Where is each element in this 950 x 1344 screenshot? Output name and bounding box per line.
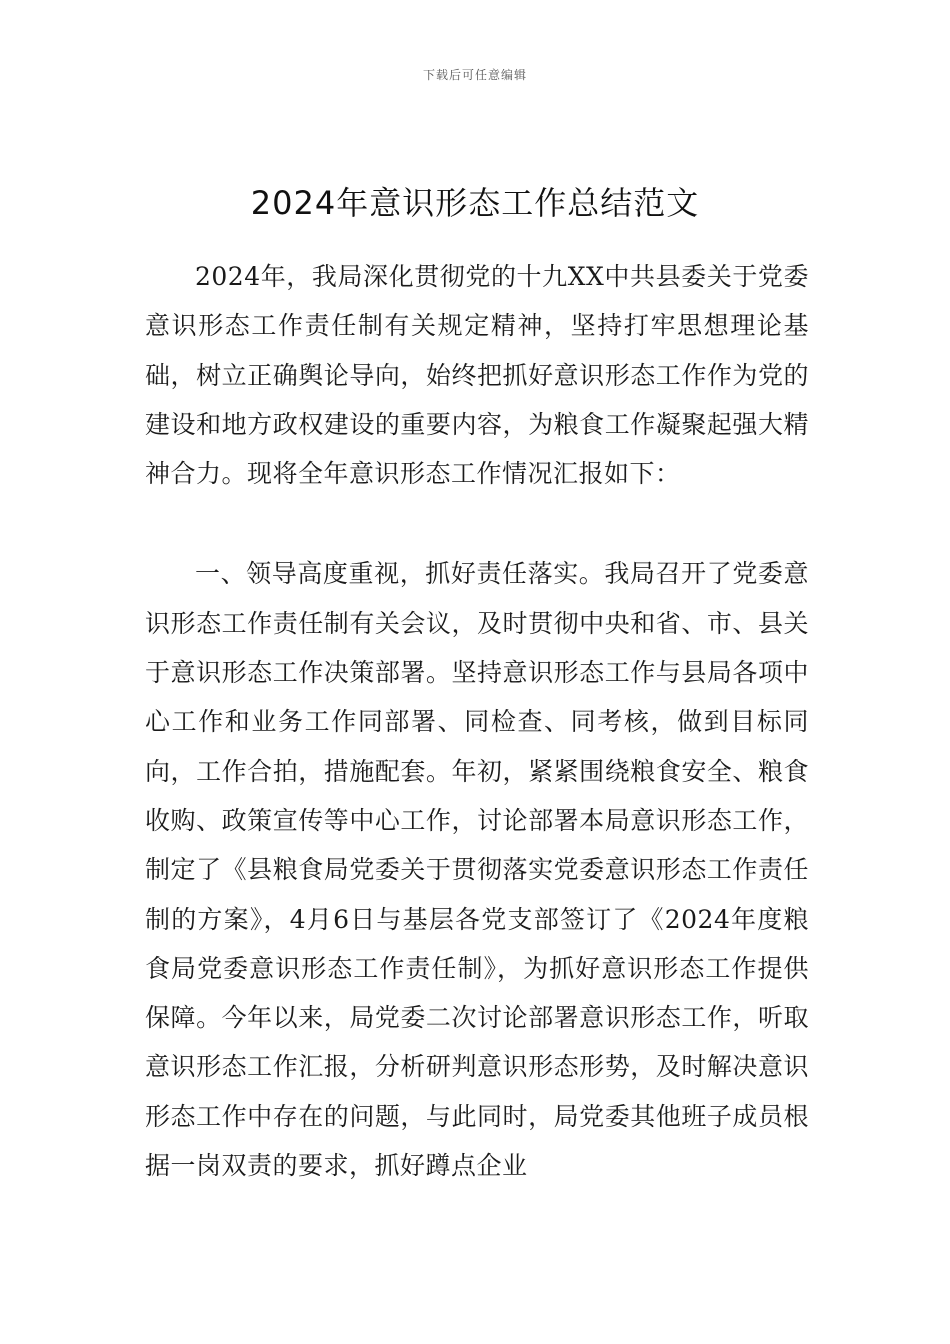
document-body	[145, 252, 809, 1190]
paragraph-intro: 2024年，我局深化贯彻党的十九XX中共县委关于党委意识形态工作责任制有关规定精神，坚持打牢思想理论基础，树立正确舆论导向，始终把抓好意识形态工作作为党的建设和地方政权建设的重要内容，为粮食工作凝聚起强大精神合力。现将全年意识形态工作情况汇报如下：	[145, 262, 809, 489]
paragraph-section-one: 一、领导高度重视，抓好责任落实。我局召开了党委意识形态工作责任制有关会议，及时贯彻中央和省、市、县关于意识形态工作决策部署。坚持意识形态工作与县局各项中心工作和业务工作同部署、同检查、同考核，做到目标同向，工作合拍，措施配套。年初，紧紧围绕粮食安全、粮食收购、政策宣传等中心工作，讨论部署本局意识形态工作，制定了《县粮食局党委关于贯彻落实党委意识形态工作责任制的方案》，4月6日与基层各党支部签订了《2024年度粮食局党委意识形态工作责任制》，为抓好意识形态工作提供保障。今年以来，局党委二次讨论部署意识形态工作，听取意识形态工作汇报，分析研判意识形态形势，及时解决意识形态工作中存在的问题，与此同时，局党委其他班子成员根据一岗双责的要求，抓好蹲点企业	[145, 559, 809, 1181]
document-title: 2024年意识形态工作总结范文	[250, 184, 700, 222]
header-note: 下载后可任意编辑	[422, 68, 527, 82]
